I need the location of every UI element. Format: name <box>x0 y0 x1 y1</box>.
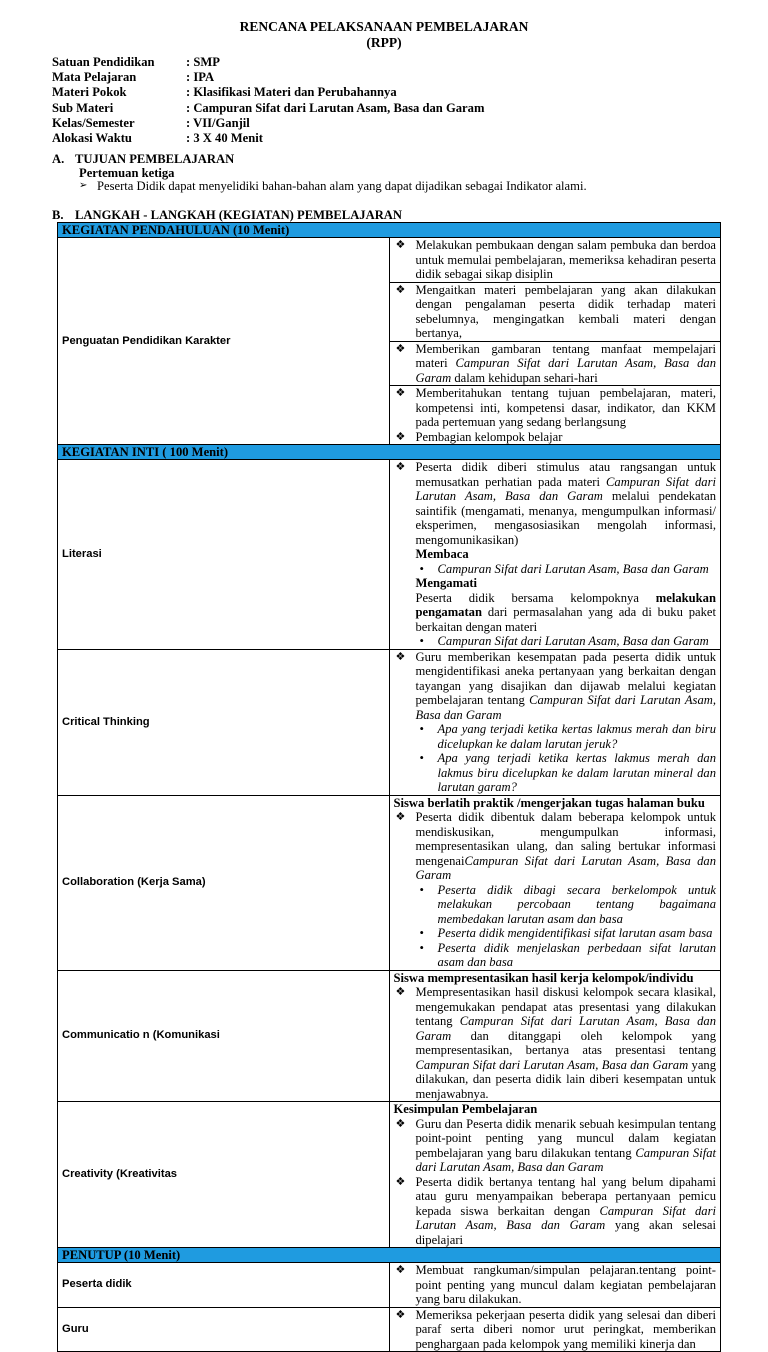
identity-row <box>52 70 484 85</box>
text-run: Peserta didik diberi stimulus atau rangsangan untuk memusatkan perhatian pada materi <box>415 460 716 489</box>
goal-text: Peserta Didik dapat menyelidiki bahan-bahan alam yang dapat dijadikan sebagai Indikator alami. <box>97 179 587 193</box>
comm-heading: Siswa mempresentasikan hasil kerja kelompok/individu <box>393 970 694 985</box>
identity-value: : Campuran Sifat dari Larutan Asam, Basa dan Garam <box>186 100 485 115</box>
table-row <box>58 970 721 1102</box>
diamond-bullet-icon: ❖ <box>395 387 406 399</box>
document-title: RENCANA PELAKSANAAN PEMBELAJARAN <box>239 19 529 34</box>
table-row <box>58 1102 721 1248</box>
text-run: Peserta didik dibentuk dalam beberapa kelompok untuk mendiskusikan, mengumpulkan informasi, mempresentasikan ulang, dan saling bertukar informasi mengenai <box>415 810 716 868</box>
diamond-bullet-icon: ❖ <box>395 342 406 355</box>
identity-label: Materi Pokok <box>52 85 127 100</box>
identity-value: : VII/Ganjil <box>186 115 250 130</box>
learning-goal <box>79 179 587 194</box>
intro-item-cell <box>389 341 721 386</box>
identity-row <box>52 85 484 100</box>
diamond-bullet-icon: ❖ <box>395 1308 406 1321</box>
diamond-bullet-icon: ❖ <box>395 239 406 251</box>
critical-cell <box>389 649 721 795</box>
diamond-bullet-icon: ❖ <box>395 1117 406 1130</box>
intro-item: Memberitahukan tentang tujuan pembelajaran, materi, kompetensi inti, kompetensi dasar, indikator, dan KKM pada pertemuan yang sedang berlangsung <box>415 386 716 429</box>
text-run: Guru memberikan kesempatan pada peserta didik untuk mengidentifikasi aneka pertanyaan yang berkaitan dengan tayangan yang disajikan dan dijawab melalui kegiatan pembelajaran tentang <box>415 649 716 707</box>
diamond-bullet-icon: ❖ <box>395 650 406 663</box>
topic-text: Campuran Sifat dari Larutan Asam, Basa dan Garam <box>415 1057 689 1072</box>
identity-row <box>52 101 484 116</box>
identity-label: Alokasi Waktu <box>52 131 132 146</box>
identity-row <box>52 131 484 146</box>
text-run: dari permasalahan yang ada di buku paket berkaitan dengan materi <box>415 605 716 634</box>
diamond-bullet-icon: ❖ <box>395 461 406 473</box>
dot-bullet-icon: • <box>419 940 424 955</box>
text-run: dan ditanggapi oleh kelompok yang mempresentasikan, bertanya atas presentasi tentang <box>415 1028 716 1057</box>
section-title: TUJUAN PEMBELAJARAN <box>75 152 235 166</box>
intro-item: Mengaitkan materi pembelajaran yang akan dilakukan dengan pengalaman peserta didik terhadap materi sebelumnya, mengingatkan kembali materi dengan bertanya, <box>415 282 716 340</box>
literasi-cell <box>389 460 721 650</box>
dot-bullet-icon: • <box>419 561 424 576</box>
intro-item <box>416 342 717 386</box>
closing-label: Guru <box>58 1307 390 1352</box>
topic-text: Campuran Sifat dari Larutan Asam, Basa dan Garam <box>415 1014 717 1043</box>
text-run: yang akan selesai dipelajari <box>415 1218 716 1247</box>
intro-header: KEGIATAN PENDAHULUAN (10 Menit) <box>58 223 721 238</box>
diamond-bullet-icon: ❖ <box>395 986 406 998</box>
diamond-bullet-icon: ❖ <box>395 283 406 296</box>
table-row <box>58 1307 721 1352</box>
section-a-heading <box>52 152 234 167</box>
diamond-bullet-icon: ❖ <box>395 430 406 443</box>
activity-table <box>57 222 721 1352</box>
dot-bullet-icon: • <box>419 926 424 940</box>
sub-item: Peserta didik menjelaskan perbedaan sifat larutan asam dan basa <box>437 940 716 969</box>
dot-bullet-icon: • <box>419 882 424 897</box>
text-run: Peserta didik bersama kelompoknya <box>415 590 656 605</box>
literasi-item <box>416 460 717 547</box>
text-run: Guru dan Peserta didik menarik sebuah kesimpulan tentang point-point penting yang muncul dalam kegiatan pembelajaran yang baru dilakukan tentang <box>415 1116 716 1160</box>
identity-label: Kelas/Semester <box>52 115 135 130</box>
section-letter: A. <box>52 152 65 166</box>
table-row <box>58 460 721 650</box>
ppk-label: Penguatan Pendidikan Karakter <box>58 238 390 445</box>
table-row <box>58 223 721 238</box>
diamond-bullet-icon: ❖ <box>395 1264 406 1276</box>
observation-text <box>394 591 717 635</box>
closing-item: Memeriksa pekerjaan peserta didik yang selesai dan diberi paraf serta diberi nomor urut peringkat, memberikan penghargaan pada kelompok yang memiliki kinerja dan <box>415 1307 716 1351</box>
arrow-bullet-icon: ➢ <box>79 180 88 191</box>
topic-text: Campuran Sifat dari Larutan Asam, Basa dan Garam <box>415 693 716 722</box>
intro-item-cell <box>389 238 721 283</box>
comm-cell <box>389 970 721 1102</box>
literasi-label: Literasi <box>58 460 390 650</box>
diamond-bullet-icon: ❖ <box>395 1175 406 1188</box>
creat-item <box>416 1117 717 1175</box>
closing-item: Membuat rangkuman/simpulan pelajaran.tentang point-point penting yang muncul dalam kegiatan pembelajaran yang baru dilakukan. <box>415 1263 716 1306</box>
membaca-heading: Membaca <box>415 547 469 561</box>
section-letter: B. <box>52 208 64 222</box>
table-row <box>58 238 721 283</box>
closing-label: Peserta didik <box>58 1263 390 1308</box>
identity-label: Mata Pelajaran <box>52 70 137 85</box>
critical-item <box>416 650 717 723</box>
dot-bullet-icon: • <box>419 722 424 736</box>
topic-text: Campuran Sifat dari Larutan Asam, Basa dan Garam <box>415 1145 716 1174</box>
collab-cell <box>389 795 721 970</box>
comm-label: Communicatio n (Komunikasi <box>58 970 390 1102</box>
dot-bullet-icon: • <box>419 751 424 765</box>
text-run: yang dilakukan, dan peserta didik lain diberi kesempatan untuk menjawabnya. <box>415 1057 716 1101</box>
text-run: Mempresentasikan hasil diskusi kelompok secara klasikal, mengemukakan pendapat atas presentasi yang dilakukan tentang <box>415 985 716 1028</box>
collab-heading: Siswa berlatih praktik /mengerjakan tugas halaman buku <box>393 795 705 810</box>
intro-item-cell <box>389 282 721 341</box>
topic-text: Campuran Sifat dari Larutan Asam, Basa dan Garam <box>415 1203 716 1232</box>
creat-item <box>416 1175 717 1248</box>
text-run: Peserta didik bertanya tentang hal yang belum dipahami atau guru menyampaikan beberapa pertanyaan pemicu kepada siswa berkaitan dengan <box>415 1174 716 1218</box>
mengamati-heading: Mengamati <box>415 576 478 590</box>
table-row <box>58 1263 721 1308</box>
table-row <box>58 1248 721 1263</box>
question-text: Apa yang terjadi ketika kertas lakmus merah dan biru dicelupkan ke dalam larutan jeruk? <box>437 722 716 751</box>
topic-text: Campuran Sifat dari Larutan Asam, Basa dan Garam <box>437 561 709 576</box>
critical-label: Critical Thinking <box>58 649 390 795</box>
topic-text: Campuran Sifat dari Larutan Asam, Basa dan Garam <box>415 356 716 385</box>
topic-text: Campuran Sifat dari Larutan Asam, Basa dan Garam <box>437 634 709 648</box>
bold-text: melakukan pengamatan <box>415 590 716 619</box>
identity-label: Sub Materi <box>52 100 114 115</box>
table-row <box>58 649 721 795</box>
closing-header: PENUTUP (10 Menit) <box>58 1248 721 1263</box>
core-header: KEGIATAN INTI ( 100 Menit) <box>58 445 721 460</box>
document-subtitle: (RPP) <box>366 35 402 50</box>
intro-item: Melakukan pembukaan dengan salam pembuka dan berdoa untuk memulai pembelajaran, memeriksa kehadiran peserta didik sebagai sikap disiplin <box>415 238 716 281</box>
collab-item <box>416 810 717 883</box>
table-row <box>58 445 721 460</box>
diamond-bullet-icon: ❖ <box>395 811 406 823</box>
table-row <box>58 795 721 970</box>
closing-cell <box>389 1263 721 1308</box>
text-run: Memberikan gambaran tentang manfaat mempelajari materi <box>415 341 716 370</box>
text-run: melalui pendekatan saintifik (mengamati, menanya, mengumpulkan informasi/ eksperimen, mengasosiasikan mengolah informasi, mengomunikasikan) <box>415 489 716 547</box>
dot-bullet-icon: • <box>419 634 424 648</box>
creat-cell <box>389 1102 721 1248</box>
intro-item-cell <box>389 386 721 445</box>
identity-value: : 3 X 40 Menit <box>186 131 263 146</box>
question-text: Apa yang terjadi ketika kertas lakmus merah dan lakmus biru dicelupkan ke dalam larutan mineral dan larutan garam? <box>437 751 716 794</box>
collab-label: Collaboration (Kerja Sama) <box>58 795 390 970</box>
creat-heading: Kesimpulan Pembelajaran <box>393 1102 538 1116</box>
identity-value: : SMP <box>186 55 220 69</box>
section-b-heading <box>52 208 402 223</box>
intro-item: Pembagian kelompok belajar <box>415 429 563 444</box>
creat-label: Creativity (Kreativitas <box>58 1102 390 1248</box>
meeting-label: Pertemuan ketiga <box>79 166 175 180</box>
sub-item: Peserta didik dibagi secara berkelompok untuk melakukan percobaan tentang bagaimana membedakan larutan asam dan basa <box>437 882 716 926</box>
section-title: LANGKAH - LANGKAH (KEGIATAN) PEMBELAJARAN <box>75 208 402 222</box>
topic-text: Campuran Sifat dari Larutan Asam, Basa dan Garam <box>415 474 716 503</box>
identity-value: : Klasifikasi Materi dan Perubahannya <box>186 85 397 100</box>
identity-value: : IPA <box>186 70 215 85</box>
comm-item <box>416 985 717 1101</box>
identity-row <box>52 116 484 131</box>
topic-text: Campuran Sifat dari Larutan Asam, Basa dan Garam <box>415 853 716 882</box>
identity-label: Satuan Pendidikan <box>52 55 155 69</box>
sub-item: Peserta didik mengidentifikasi sifat larutan asam basa <box>437 926 713 940</box>
closing-cell <box>389 1307 721 1352</box>
identity-row <box>52 55 484 70</box>
text-run: dalam kehidupan sehari-hari <box>451 370 598 385</box>
identity-block <box>52 55 484 146</box>
